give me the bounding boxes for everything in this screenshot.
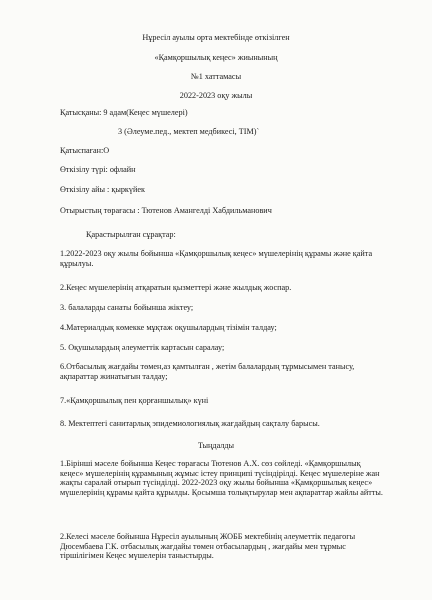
agenda-item-3: 3. балаларды санаты бойынша жіктеу;: [60, 303, 194, 312]
agenda-item-2: 2.Кеңес мүшелерінің атқаратын қызметтері және жылдық жоспар.: [60, 283, 292, 292]
agenda-item-8: 8. Мектептегі санитарлық эпидемиологиялық жағдайдың сақталу барысы.: [60, 419, 320, 428]
protocol-number: №1 хаттамасы: [190, 72, 242, 81]
agenda-item-6: 6.Отбасылық жағдайы төмен,аз қамтылған , жетім балалардың тұрмысымен танысу, ақпараттар жинатығын талдау;: [60, 362, 355, 381]
agenda-item-1: 1.2022-2023 оқу жылы бойынша «Қамқоршылық кеңес» мүшелерінің құрамы және қайта құрылуы.: [60, 249, 373, 268]
meeting-format: Өткізілу түрі: офлайн: [60, 165, 136, 174]
school-line: Нұресіл ауылы орта мектебінде өткізілген: [142, 33, 290, 42]
agenda-item-5: 5. Оқушылардың әлеуметтік картасын саралау;: [60, 343, 225, 352]
heard-paragraph-1: 1.Бірінші мәселе бойынша Кеңес төрағасы Тютенов А.Х. сөз сөйледі. «Қамқоршылық кеңес» мүшелерінің құрамының жұмыс істеу принципі түсіндірілді. Кеңес мүшелеріне жан жақты саралай отырып түсінділді. 2022-2023 оқу жылы бойынша «Қамқоршылық кеңес» мүшелерінің құрамы қайта құрылды. Қосымша толықтырулар мен ақпараттар жайлы айтты.: [60, 459, 383, 497]
meeting-month: Өткізілу айы : қыркүйек: [60, 185, 146, 194]
meeting-chair: Отырыстың төрағасы : Тютенов Амангелді Хабдильманович: [60, 206, 272, 215]
council-line: «Қамқоршылық кеңес» жиынының: [154, 53, 278, 62]
attendance-absent: Қатыспаған:О: [60, 146, 110, 155]
agenda-item-7: 7.«Қамқоршылық пен қорғаншылық» күні: [60, 396, 209, 405]
heard-paragraph-2: 2.Келесі мәселе бойынша Нұресіл ауылының ЖОББ мектебінің әлеуметтік педагогы Дюсембаева Г.К. отбасылық жағдайы төмен отбасылардың , жағдайы мен тұрмыс тіршілігімен Кеңес мүшелерін таныстырды.: [60, 532, 356, 561]
attendance-present-note: 3 (Әлеуме.пед., мектеп медбикесі, ТІМ)`: [118, 127, 260, 136]
heard-title: Тыңдалды: [197, 441, 235, 450]
attendance-present: Қатысқаны: 9 адам(Кеңес мүшелері): [60, 108, 188, 117]
academic-year: 2022-2023 оқу жылы: [179, 91, 253, 100]
agenda-item-4: 4.Материалдық көмекке мұқтаж оқушылардың тізімін талдау;: [60, 323, 277, 332]
agenda-title: Қарастырылған сұрақтар:: [86, 230, 176, 239]
